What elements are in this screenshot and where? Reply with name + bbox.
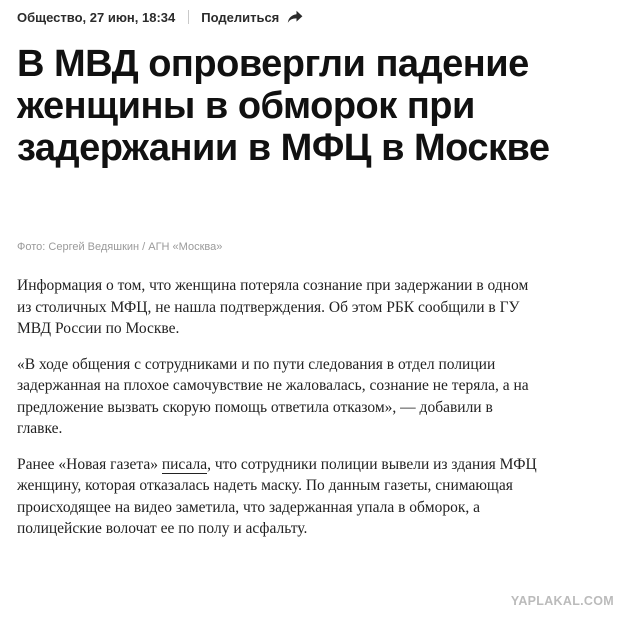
share-button[interactable] <box>201 10 303 25</box>
source-link[interactable]: писала <box>161 455 208 473</box>
article-paragraph <box>17 454 537 540</box>
meta-divider <box>188 10 189 24</box>
paragraph-text: , что сотрудники полиции вывели из здания МФЦ женщину, которая отказалась надеть маску. По данным газеты, снимающая происходящее на видео заметила, что задержанная упала в обморок, а полицейские волочат ее по полу и асфальту. <box>17 455 537 537</box>
share-arrow-icon <box>287 10 303 24</box>
article-body <box>17 275 537 554</box>
rubric-date: Общество, 27 июн, 18:34 <box>17 9 176 25</box>
photo-credit: Фото: Сергей Ведяшкин / АГН «Москва» <box>17 241 223 253</box>
article-meta-bar <box>17 8 303 26</box>
share-label: Поделиться <box>201 9 280 25</box>
paragraph-text: Ранее «Новая газета» <box>17 455 162 473</box>
article-paragraph: «В ходе общения с сотрудниками и по пути следования в отдел полиции задержанная на плохое самочувствие не жаловалась, сознание не теряла, а на предложение вызвать скорую помощь ответила отказом», — добавили в главке. <box>17 355 529 437</box>
site-watermark: YAPLAKAL.COM <box>510 594 614 608</box>
article-headline: В МВД опровергли падение женщины в обморок при задержании в МФЦ в Москве <box>17 43 550 169</box>
article-paragraph: Информация о том, что женщина потеряла сознание при задержании в одном из столичных МФЦ, не нашла подтверждения. Об этом РБК сообщили в ГУ МВД России по Москве. <box>17 277 529 337</box>
